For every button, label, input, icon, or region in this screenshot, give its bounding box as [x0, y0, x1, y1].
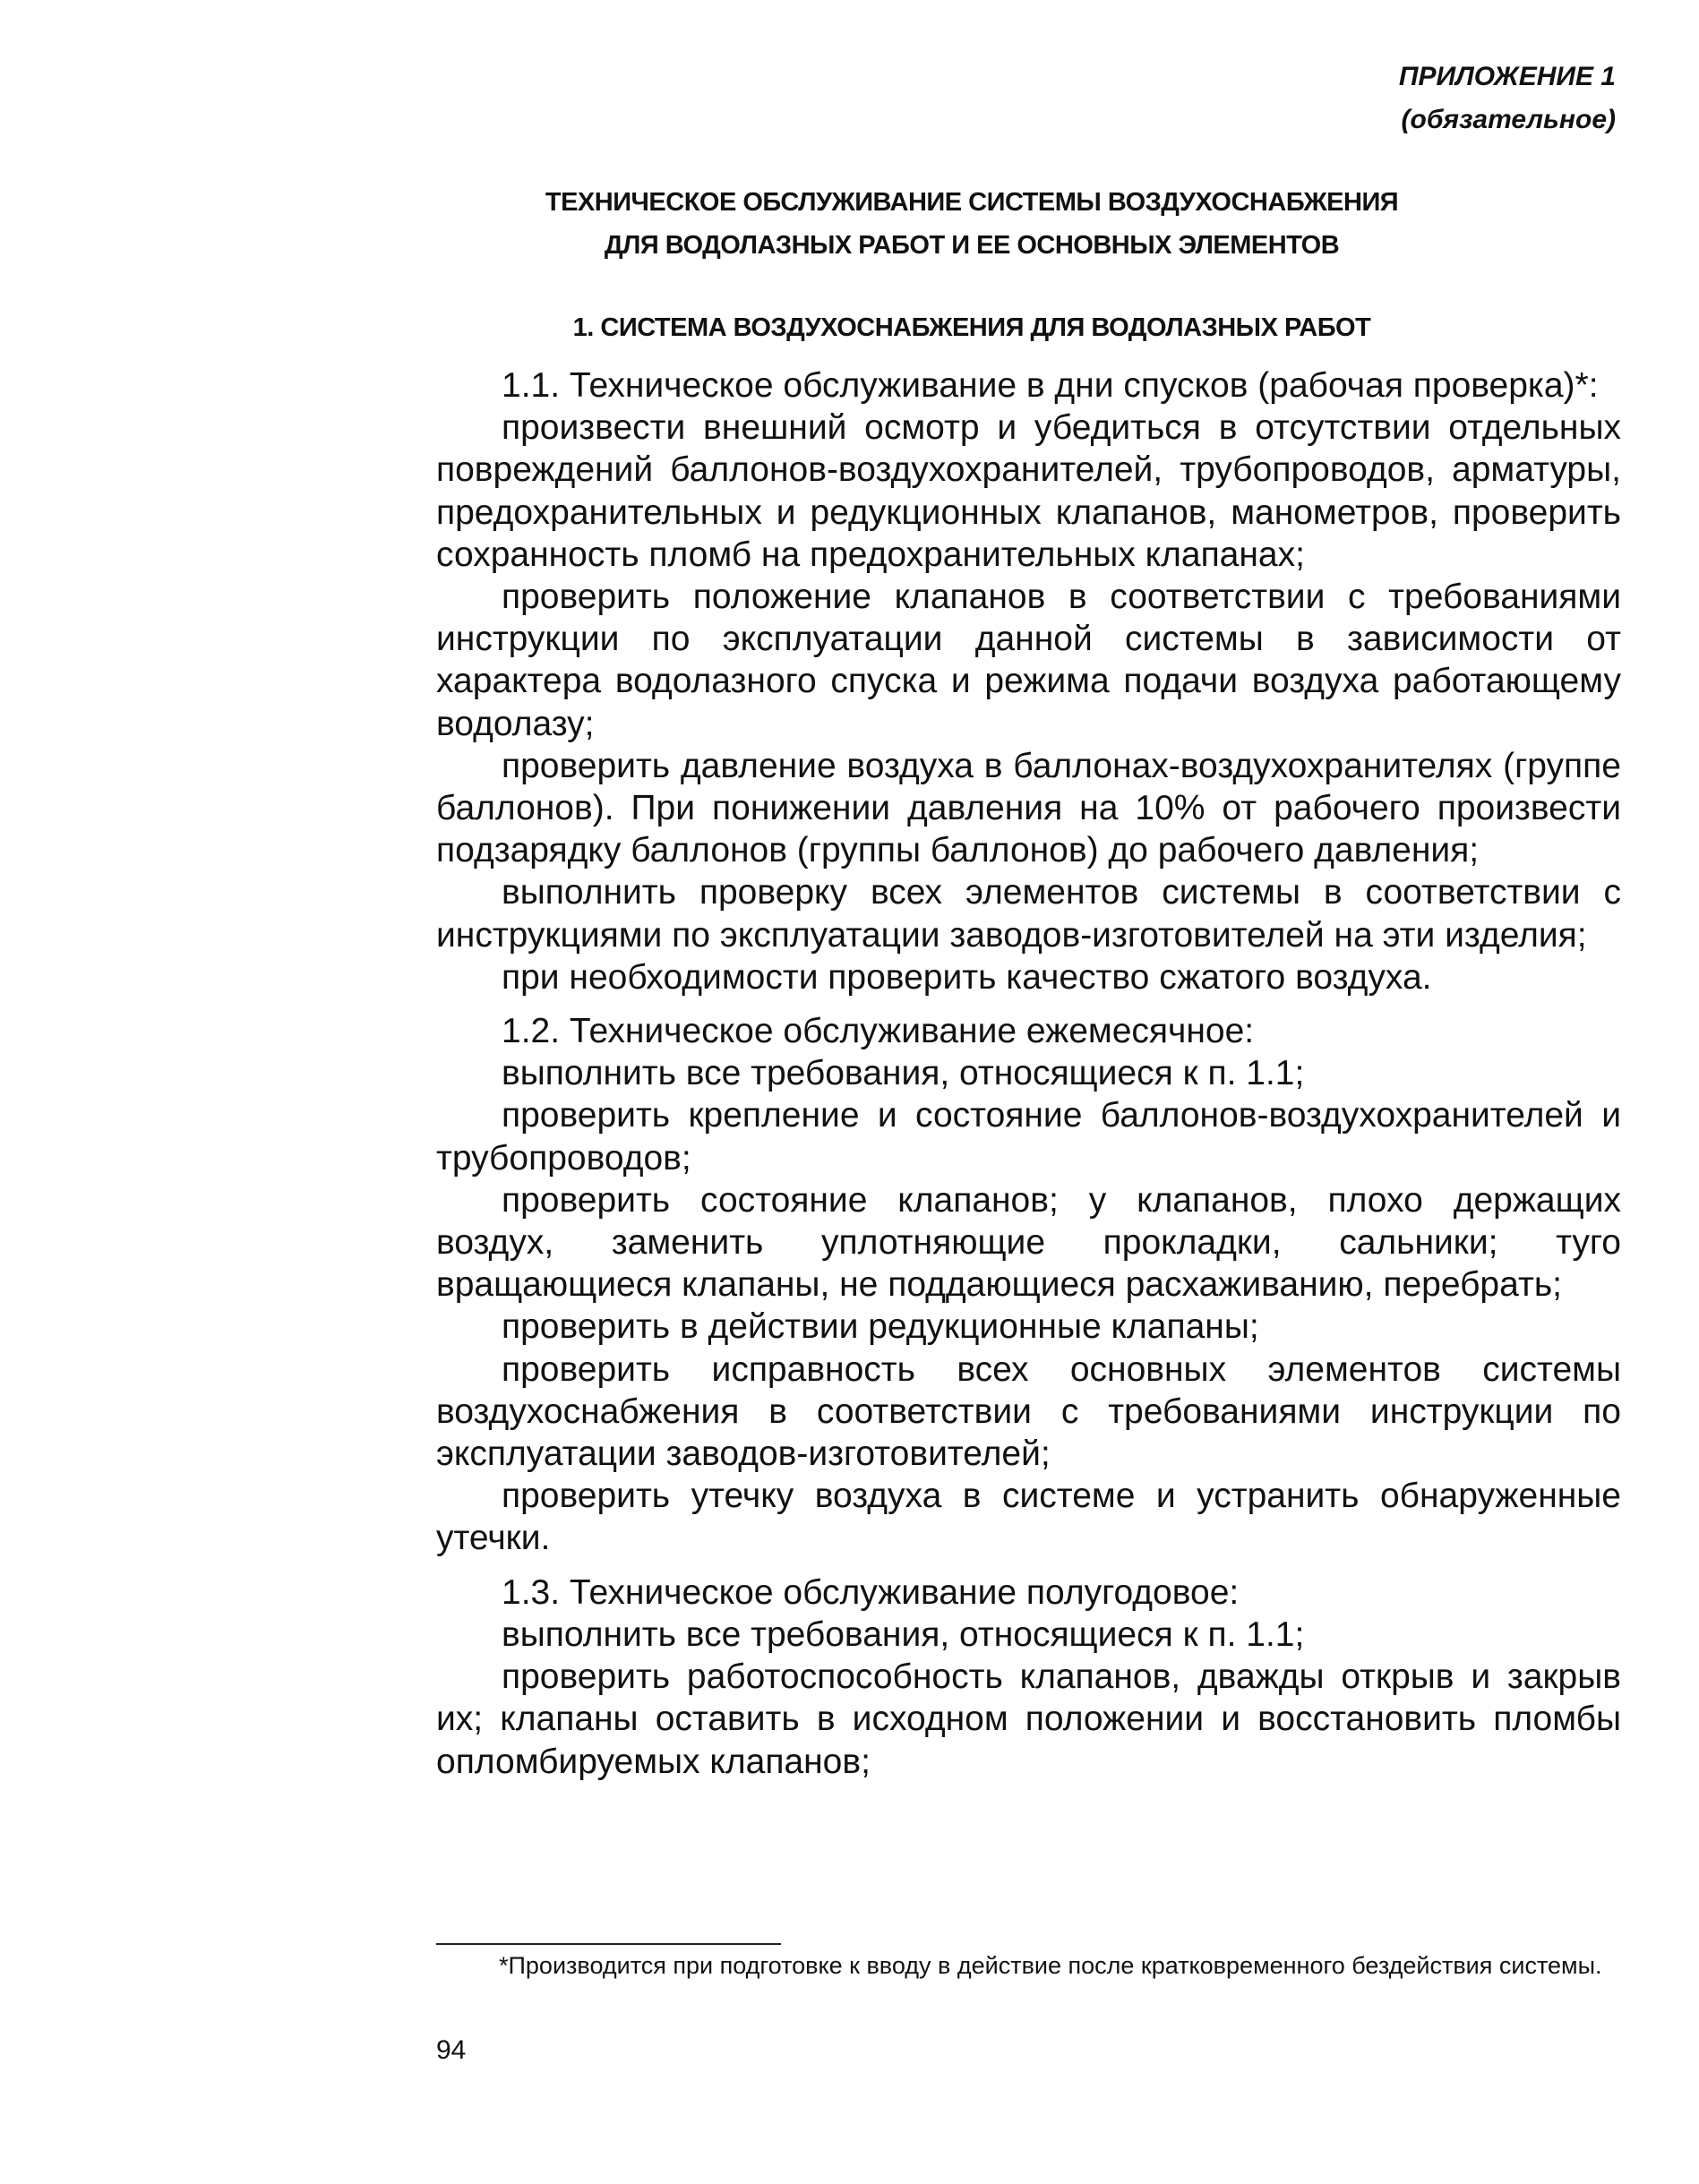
paragraph: проверить давление воздуха в баллонах-воздухохранителях (группе баллонов). При понижении давления на 10% от рабочего произвести подзарядку баллонов (группы баллонов) до рабочего давления;	[436, 746, 1621, 870]
appendix-header	[1168, 56, 1616, 141]
paragraph-1-3-heading: 1.3. Техническое обслуживание полугодовое:	[502, 1572, 1240, 1612]
paragraph: проверить утечку воздуха в системе и устранить обнаруженные утечки.	[436, 1477, 1621, 1558]
paragraph: проверить работоспособность клапанов, дважды открыв и закрыв их; клапаны оставить в исходном положении и восстановить пломбы опломбируемых клапанов;	[436, 1657, 1621, 1781]
title-line-2: ДЛЯ ВОДОЛАЗНЫХ РАБОТ И ЕЕ ОСНОВНЫХ ЭЛЕМЕНТОВ	[604, 231, 1340, 260]
section-title: 1. СИСТЕМА ВОЗДУХОСНАБЖЕНИЯ ДЛЯ ВОДОЛАЗНЫХ РАБОТ	[572, 313, 1371, 342]
paragraph: проверить состояние клапанов; у клапанов, плохо держащих воздух, заменить уплотняющие прокладки, сальники; туго вращающиеся клапаны, не поддающиеся расхаживанию, перебрать;	[436, 1180, 1621, 1305]
paragraph-1-2-heading: 1.2. Техническое обслуживание ежемесячное:	[502, 1012, 1255, 1051]
body-text	[436, 364, 1621, 1783]
paragraph: проверить положение клапанов в соответствии с требованиями инструкции по эксплуатации данной системы в зависимости от характера водолазного спуска и режима подачи воздуха работающему водолазу;	[436, 578, 1621, 743]
title-line-1: ТЕХНИЧЕСКОЕ ОБСЛУЖИВАНИЕ СИСТЕМЫ ВОЗДУХОСНАБЖЕНИЯ	[545, 188, 1399, 217]
appendix-note: (обязательное)	[1401, 105, 1616, 134]
paragraph: выполнить все требования, относящиеся к п. 1.1;	[502, 1614, 1305, 1654]
document-title	[421, 181, 1523, 267]
footnote-divider	[436, 1943, 781, 1945]
appendix-label: ПРИЛОЖЕНИЕ 1	[1398, 62, 1616, 91]
footnote: *Производится при подготовке к вводу в действие после кратковременного бездействия системы.	[499, 1952, 1602, 1979]
paragraph: проверить в действии редукционные клапаны;	[502, 1307, 1259, 1347]
paragraph: выполнить проверку всех элементов системы в соответствии с инструкциями по эксплуатации заводов-изготовителей на эти изделия;	[436, 873, 1621, 955]
paragraph: проверить крепление и состояние баллонов-воздухохранителей и трубопроводов;	[436, 1096, 1621, 1178]
paragraph: при необходимости проверить качество сжатого воздуха.	[502, 957, 1432, 997]
paragraph: выполнить все требования, относящиеся к п. 1.1;	[502, 1054, 1305, 1093]
paragraph: проверить исправность всех основных элементов системы воздухоснабжения в соответствии с требованиями инструкции по эксплуатации заводов-изготовителей;	[436, 1349, 1621, 1474]
paragraph-1-1-heading: 1.1. Техническое обслуживание в дни спусков (рабочая проверка)*:	[502, 366, 1599, 405]
page-number: 94	[436, 2035, 467, 2065]
paragraph: произвести внешний осмотр и убедиться в отсутствии отдельных повреждений баллонов-воздухохранителей, трубопроводов, арматуры, предохранительных и редукционных клапанов, манометров, проверить сохранность пломб на предохранительных клапанах;	[436, 408, 1621, 574]
